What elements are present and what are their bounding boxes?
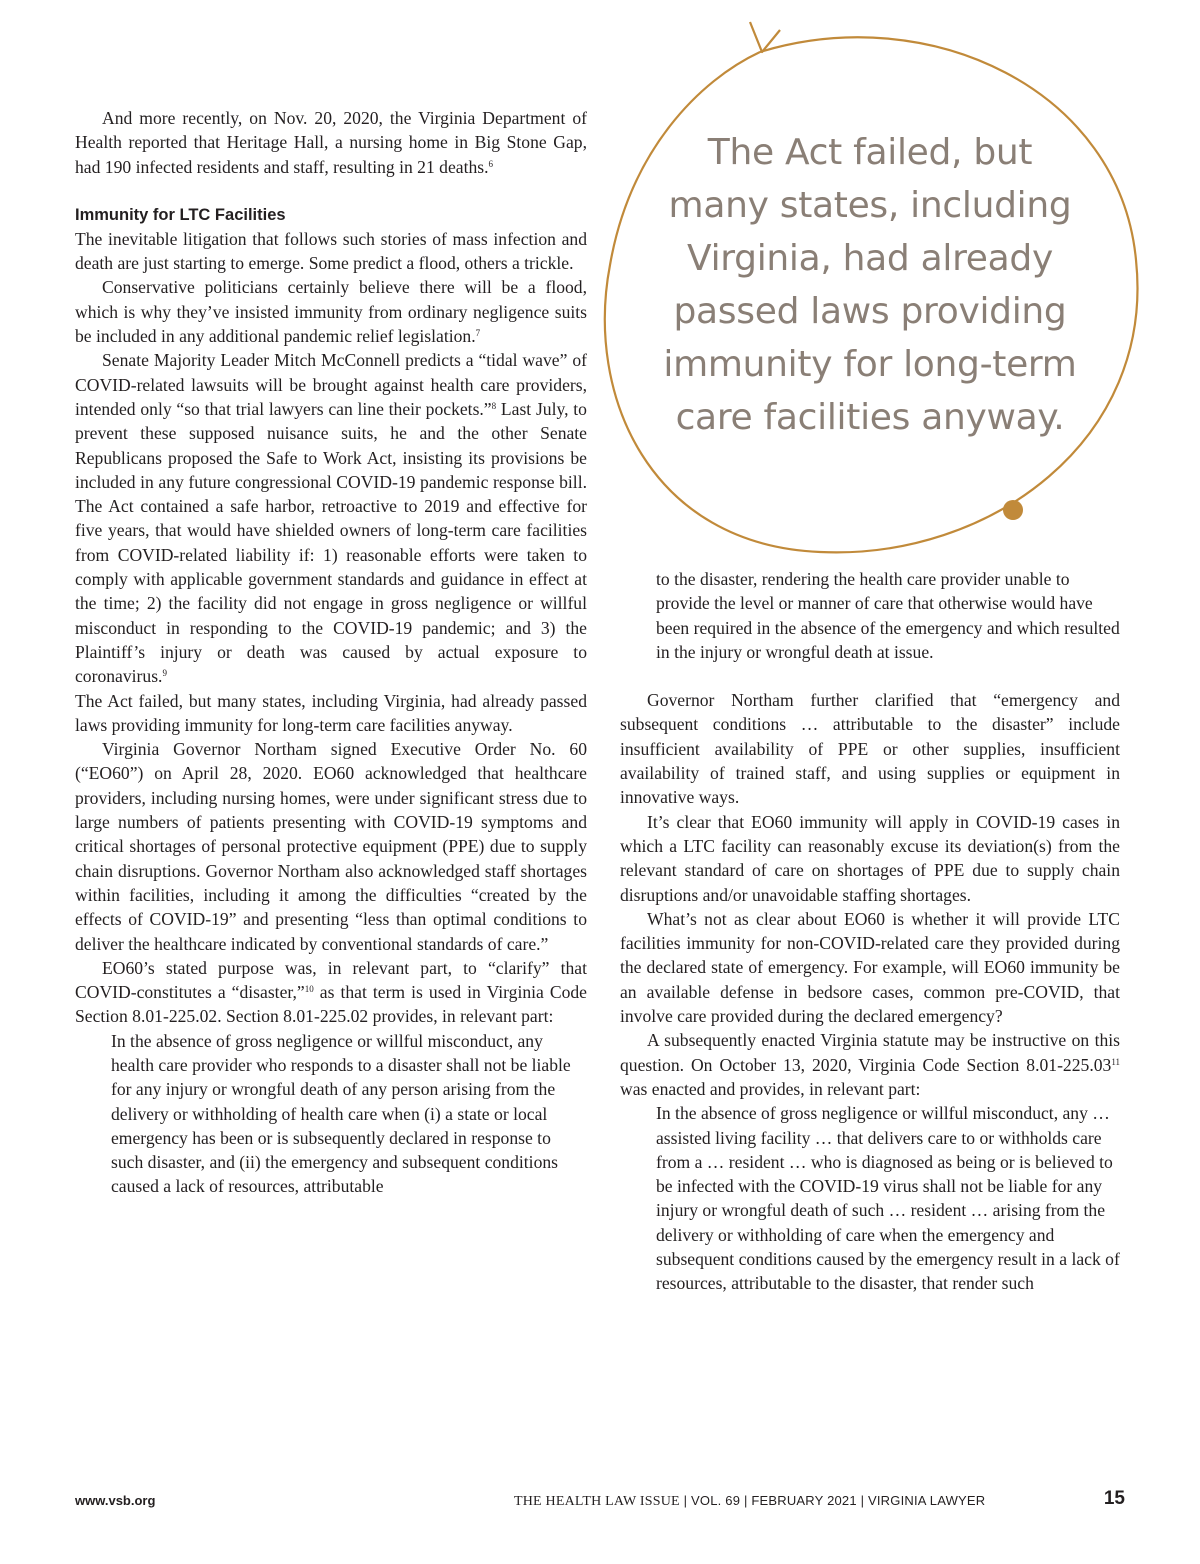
pull-quote-line: passed laws providing	[673, 291, 1067, 332]
footnote-ref: 10	[304, 984, 314, 995]
block-quote: In the absence of gross negligence or willful misconduct, any … assisted living facility … that delivers care to or withholds care from a … resident … who is diagnosed as being or is believed to be infected with the COVID-19 virus shall not be liable for any injury or wrongful death of such … resident … arising from the delivery or withholding of care when the emergency and subsequent conditions caused by the emergency result in a lack of resources, attributable to the disaster, that render such	[656, 1103, 1120, 1294]
pull-quote	[650, 126, 1090, 444]
paragraph-text: Last July, to prevent these supposed nuisance suits, he and the other Senate Republicans proposed the Safe to Work Act, insisting its provisions be included in any future congressional COVID-19 pandemic response bill. The Act contained a safe harbor, retroactive to 2019 and effective for five years, that would have shielded owners of long-term care facilities from COVID-related liability if: 1) reasonable efforts were taken to comply with applicable government standards and guidance in effect at the time; 2) the facility did not engage in gross negligence or willful misconduct in responding to the COVID-19 pandemic; and 3) the Plaintiff’s injury or death was caused by actual exposure to coronavirus.	[75, 398, 587, 687]
pull-quote-line: immunity for long-term	[663, 344, 1077, 385]
footer-separator: |	[743, 1493, 748, 1508]
footnote-ref: 7	[475, 328, 481, 339]
right-column	[620, 567, 1120, 1296]
footnote-ref: 8	[491, 400, 497, 411]
footer-volume: VOL. 69	[691, 1493, 741, 1508]
block-quote: to the disaster, rendering the health care provider unable to provide the level or manner of care that otherwise would have been required in the absence of the emergency and which resulted in the injury or wrongful death at issue.	[656, 569, 1120, 662]
page-footer	[0, 1488, 1200, 1518]
paragraph	[75, 956, 587, 1029]
paragraph-text: was enacted and provides, in relevant part:	[620, 1078, 921, 1099]
paragraph: The inevitable litigation that follows such stories of mass infection and death are just starting to emerge. Some predict a flood, others a trickle.	[75, 228, 587, 274]
footer-url-link[interactable]: www.vsb.org	[75, 1493, 156, 1508]
paragraph: It’s clear that EO60 immunity will apply in COVID-19 cases in which a LTC facility can reasonably excuse its deviation(s) from the relevant standard of care on shortages of PPE due to supply chain disruptions and/or unavoidable staffing shortages.	[620, 811, 1120, 905]
footer-separator: |	[683, 1493, 688, 1508]
footnote-ref: 11	[1111, 1056, 1120, 1067]
paragraph-text: And more recently, on Nov. 20, 2020, the Virginia Department of Health reported that Heritage Hall, a nursing home in Big Stone Gap, had 190 infected residents and staff, resulting in 21 deaths.	[75, 108, 587, 177]
footer-magazine: VIRGINIA LAWYER	[868, 1493, 986, 1508]
paragraph-text: as that term is used in Virginia Code Section 8.01-225.02. Section 8.01-225.02 provides, in relevant part:	[75, 982, 587, 1027]
spacer	[75, 179, 587, 203]
spacer	[620, 664, 1120, 688]
page-number: 15	[1103, 1488, 1125, 1509]
footnote-ref: 9	[162, 668, 167, 679]
paragraph	[620, 1028, 1120, 1101]
pull-quote-line: many states, including	[668, 185, 1072, 226]
paragraph: Governor Northam further clarified that “emergency and subsequent conditions … attributable to the disaster” include insufficient availability of PPE or other supplies, insufficient availability of trained staff, and using supplies or equipment in innovative ways.	[620, 690, 1120, 808]
pull-quote-line: Virginia, had already	[687, 238, 1053, 279]
paragraph	[75, 275, 587, 348]
paragraph: What’s not as clear about EO60 is whether it will provide LTC facilities immunity for non-COVID-related care they provided during the declared state of emergency. For example, will EO60 immunity be an available defense in bedsore cases, common pre-COVID, that involve care provided during the declared emergency?	[620, 908, 1120, 1027]
circle-end-dot	[1003, 500, 1023, 520]
paragraph: The Act failed, but many states, including Virginia, had already passed laws providing immunity for long-term care facilities anyway.	[75, 690, 587, 735]
left-column	[75, 106, 587, 1199]
footer-separator: |	[860, 1493, 865, 1508]
footer-publication	[514, 1493, 985, 1510]
paragraph-text: EO60’s stated purpose was, in relevant part, to “clarify” that COVID-constitutes a “disaster,”	[75, 957, 587, 1003]
footer-issue: THE HEALTH LAW ISSUE	[514, 1494, 680, 1509]
block-quote: In the absence of gross negligence or willful misconduct, any health care provider who responds to a disaster shall not be liable for any injury or wrongful death of any person arising from the delivery or withholding of health care when (i) a state or local emergency has been or is subsequently declared in response to such disaster, and (ii) the emergency and subsequent conditions caused a lack of resources, attributable	[111, 1030, 571, 1197]
paragraph-text: Conservative politicians certainly believe there will be a flood, which is why they’ve insisted immunity from ordinary negligence suits be included in any additional pandemic relief legislation.	[75, 277, 587, 347]
pull-quote-line: care facilities anyway.	[675, 397, 1065, 438]
paragraph	[75, 106, 587, 179]
paragraph-text: A subsequently enacted Virginia statute may be instructive on this question. On October 13, 2020, Virginia Code Section 8.01-225.03	[620, 1030, 1120, 1075]
pull-quote-line: The Act failed, but	[707, 132, 1033, 173]
footnote-ref: 6	[488, 158, 494, 169]
footer-date: FEBRUARY 2021	[751, 1493, 857, 1508]
paragraph-text: Senate Majority Leader Mitch McConnell predicts a “tidal wave” of COVID-related lawsuits will be brought against health care providers, intended only “so that trial lawyers can line their pockets.”	[75, 350, 587, 419]
paragraph	[75, 348, 587, 688]
paragraph: Virginia Governor Northam signed Executive Order No. 60 (“EO60”) on April 28, 2020. EO60 acknowledged that healthcare providers, including nursing homes, were under significant stress due to large numbers of patients presenting with COVID-19 symptoms and critical shortages of personal protective equipment (PPE) due to supply chain disruptions. Governor Northam also acknowledged staff shortages within facilities, including it among the difficulties “created by the effects of COVID-19” and presenting “less than optimal conditions to deliver the healthcare indicated by conventional standards of care.”	[75, 739, 587, 954]
section-heading: Immunity for LTC Facilities	[75, 205, 286, 224]
